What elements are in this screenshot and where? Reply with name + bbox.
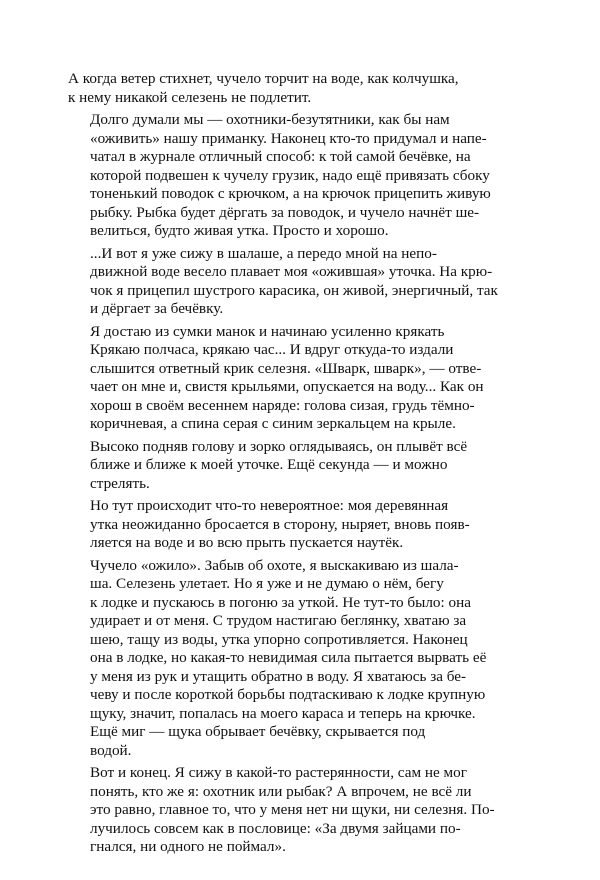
text-line: понять, кто же я: охотник или рыбак? А впрочем, не всё ли — [90, 782, 472, 800]
text-line: удирает и от меня. С трудом настигаю беглянку, хватаю за — [90, 612, 467, 629]
text-line: щуку, значит, попалась на моего караса и теперь на крючке. — [90, 704, 476, 722]
text-line: слышится ответный крик селезня. «Шварк, шварк», — отве- — [90, 359, 482, 377]
paragraph-5 — [68, 438, 536, 494]
text-line: это равно, главное то, что у меня нет ни щуки, ни селезня. По- — [90, 801, 495, 818]
text-line: она в лодке, но какая-то невидимая сила пытается вырвать её — [90, 649, 487, 666]
text-line: «оживить» нашу приманку. Наконец кто-то придумал и напе- — [90, 129, 487, 147]
text-line: к нему никакой селезень не подлетит. — [68, 88, 312, 106]
text-line: шею, тащу из воды, утка упорно сопротивляется. Наконец — [90, 630, 468, 648]
text-line: стрелять. — [90, 474, 150, 492]
paragraph-6 — [68, 497, 536, 553]
text-line: рыбку. Рыбка будет дёргать за поводок, и чучело начнёт ше- — [90, 203, 480, 221]
paragraph-1 — [68, 70, 536, 107]
paragraph-7 — [68, 557, 536, 761]
text-line: у меня из рук и утащить обратно в воду. Я хватаюсь за бе- — [90, 667, 467, 685]
text-line: ляется на воде и во всю прыть пускается наутёк. — [90, 534, 404, 551]
text-line: Крякаю полчаса, крякаю час... И вдруг откуда-то издали — [90, 341, 454, 358]
paragraph-3 — [68, 245, 536, 319]
text-line: А когда ветер стихнет, чучело торчит на воде, как колчушка, — [68, 70, 459, 87]
text-line: Ещё миг — щука обрывает бечёвку, скрывается под — [90, 723, 426, 740]
text-line: ша. Селезень улетает. Но я уже и не думаю о нём, бегу — [90, 575, 444, 592]
text-line: тоненький поводок с крючком, а на крючок прицепить живую — [90, 185, 491, 202]
text-line: ...И вот я уже сижу в шалаше, а передо мной на непо- — [90, 244, 437, 262]
text-line: движной воде весело плавает моя «ожившая» уточка. На крю- — [90, 263, 493, 280]
text-line: гнался, ни одного не поймал». — [90, 838, 286, 855]
page-text-body — [68, 70, 536, 861]
text-line: ближе и ближе к моей уточке. Ещё секунда — и можно — [90, 456, 448, 473]
text-line: утка неожиданно бросается в сторону, ныряет, вновь появ- — [90, 515, 470, 533]
text-line: Высоко подняв голову и зорко оглядываясь, он плывёт всё — [90, 437, 468, 455]
text-line: водой. — [90, 741, 132, 759]
text-line: велиться, будто живая утка. Просто и хорошо. — [90, 222, 389, 239]
text-line: чок я прицепил шустрого карасика, он живой, энергичный, так — [90, 281, 498, 299]
text-line: коричневая, а спина серая с синим зеркальцем на крыле. — [90, 415, 456, 432]
text-line: чатал в журнале отличный способ: к той самой бечёвке, на — [90, 148, 471, 165]
text-line: Но тут происходит что-то невероятное: моя деревянная — [90, 497, 449, 514]
text-line: лучилось совсем как в пословице: «За двумя зайцами по- — [90, 819, 461, 837]
text-line: которой подвешен к чучелу грузик, надо ещё привязать сбоку — [90, 166, 490, 184]
text-line: Чучело «ожило». Забыв об охоте, я выскакиваю из шала- — [90, 556, 459, 574]
text-line: чает он мне и, свистя крыльями, опускается на воду... Как он — [90, 378, 484, 395]
text-line: Вот и конец. Я сижу в какой-то растерянности, сам не мог — [90, 764, 467, 781]
text-line: и дёргает за бечёвку. — [90, 300, 224, 317]
text-line: хорош в своём весеннем наряде: голова сизая, грудь тёмно- — [90, 396, 475, 414]
text-line: чеву и после короткой борьбы подтаскиваю к лодке крупную — [90, 686, 486, 703]
paragraph-2 — [68, 111, 536, 241]
text-line: Я достаю из сумки манок и начинаю усиленно крякать — [90, 322, 445, 340]
paragraph-4 — [68, 323, 536, 434]
text-line: к лодке и пускаюсь в погоню за уткой. Не тут-то было: она — [90, 593, 471, 611]
text-line: Долго думали мы — охотники-безутятники, как бы нам — [90, 111, 450, 128]
paragraph-8 — [68, 764, 536, 857]
